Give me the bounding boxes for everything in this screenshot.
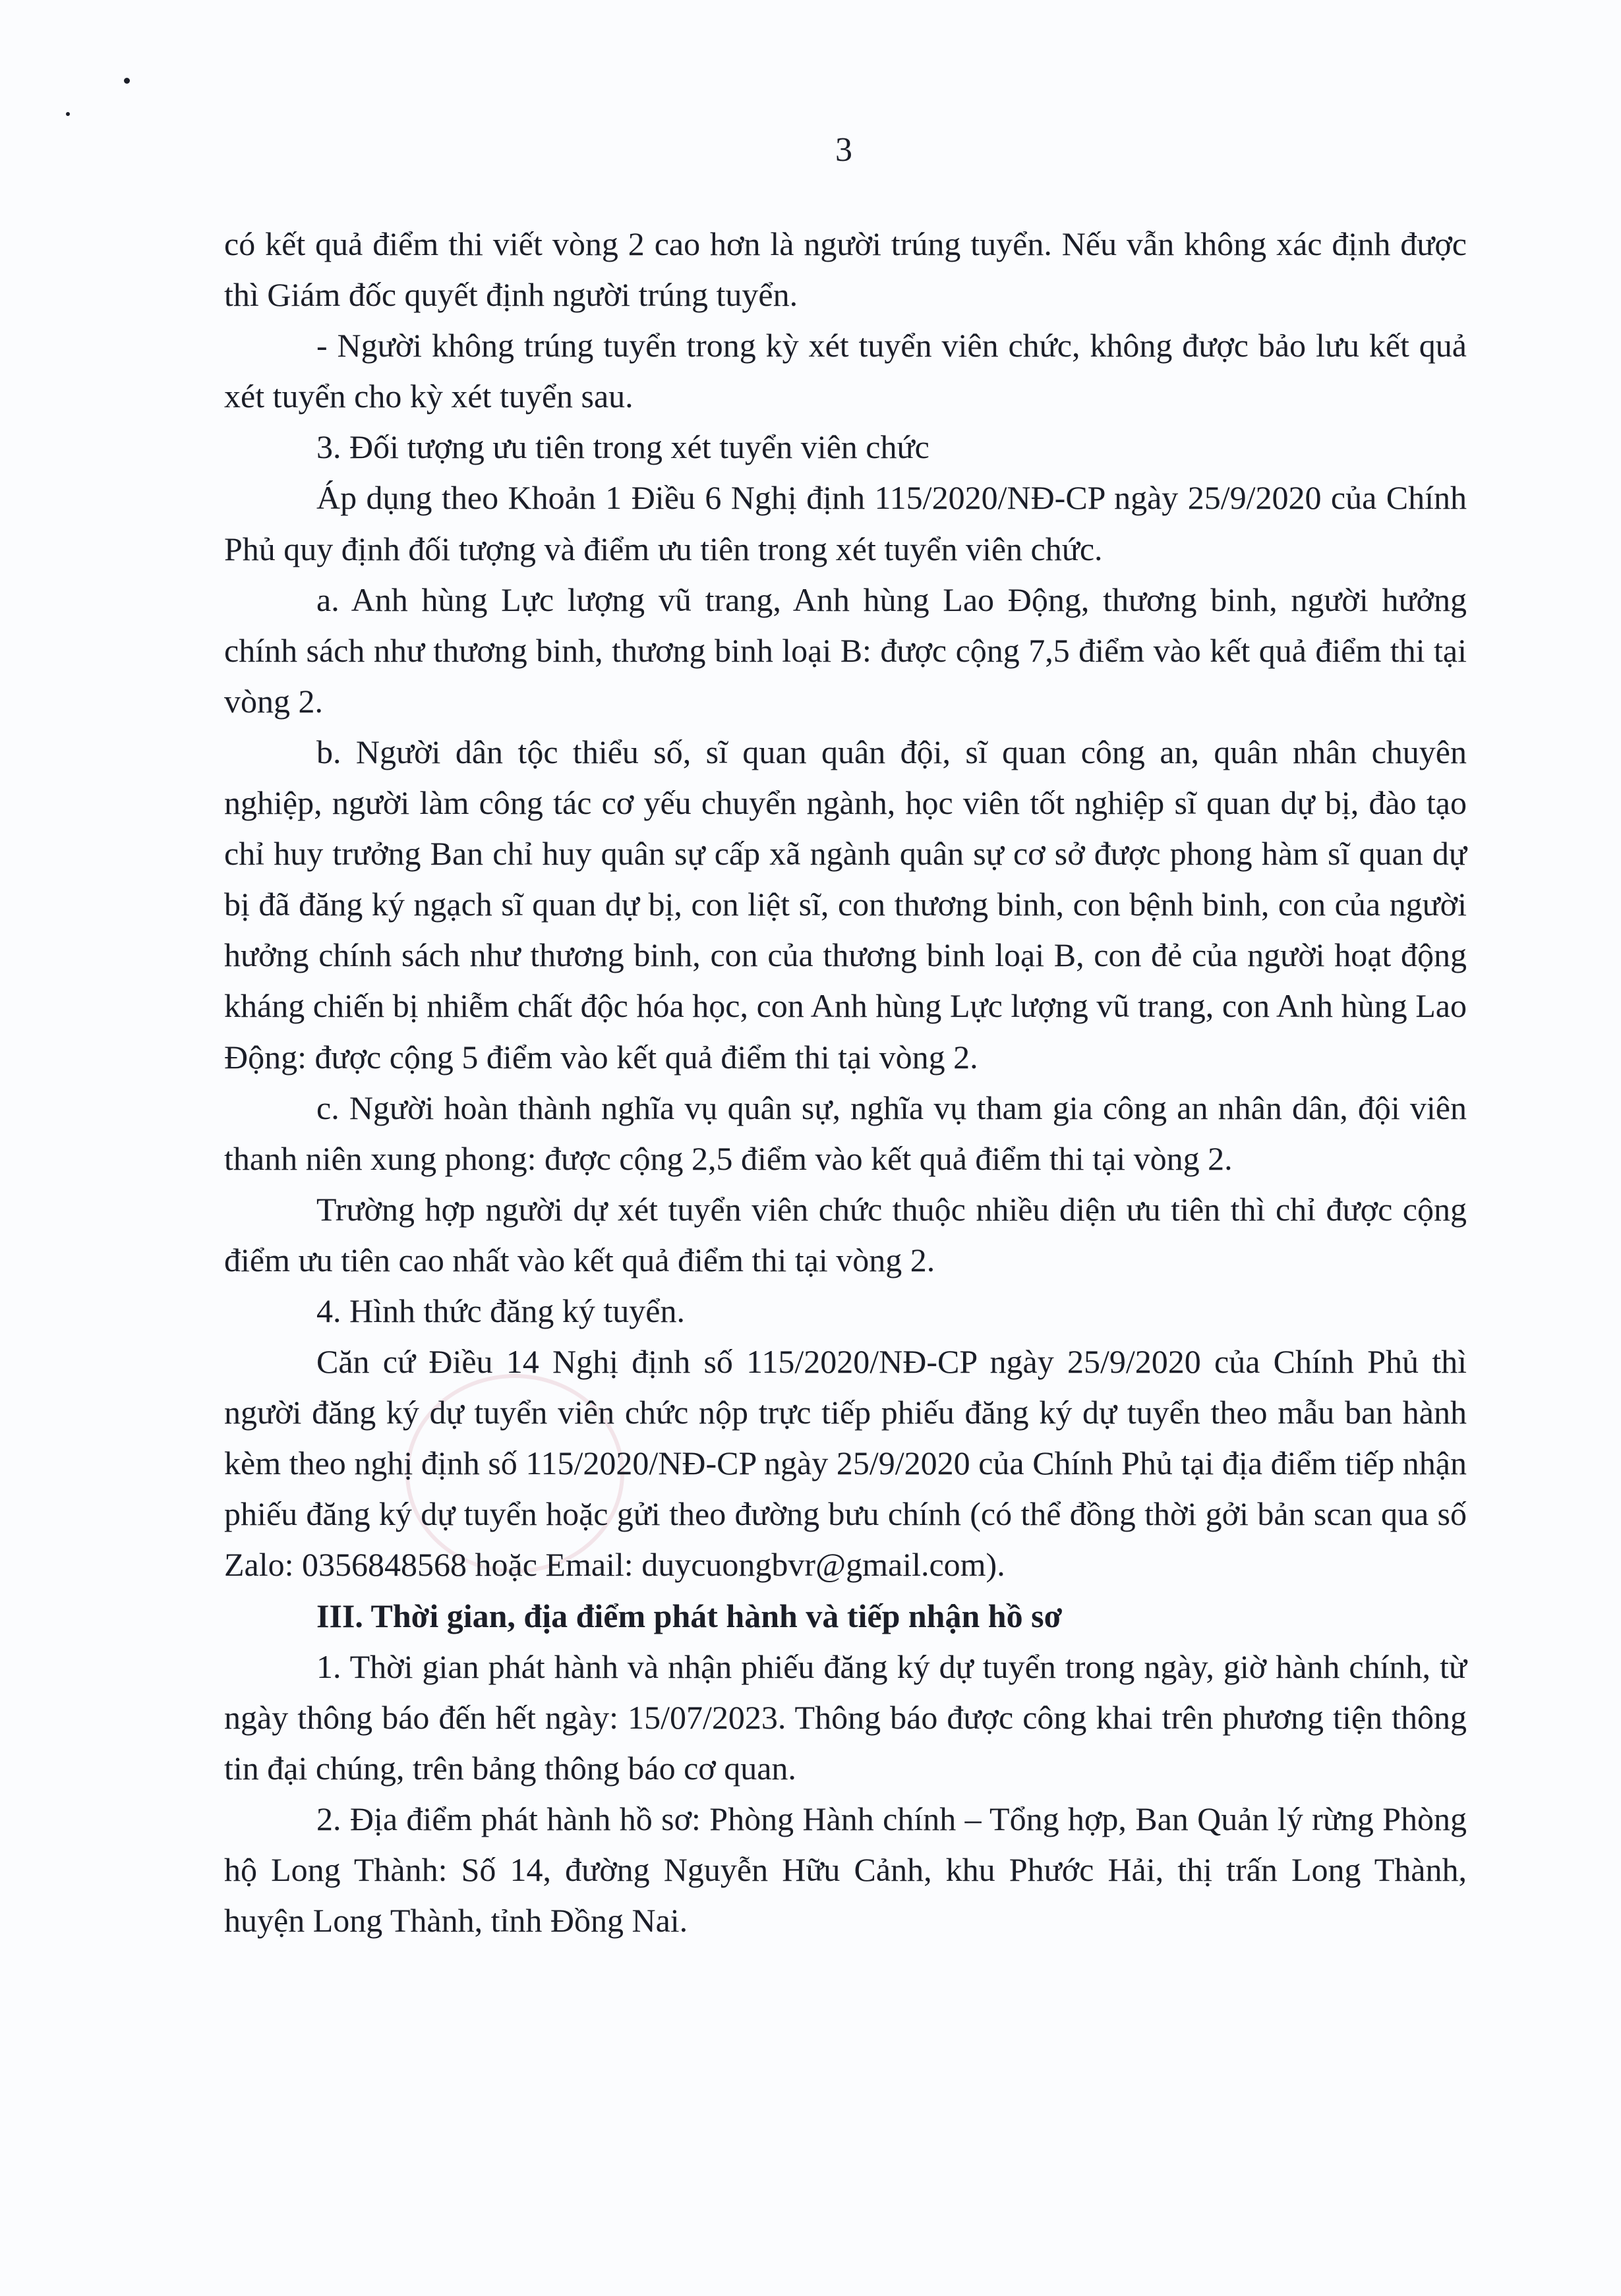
section-heading-iii: III. Thời gian, địa điểm phát hành và tiếp nhận hồ sơ — [316, 1597, 1063, 1634]
paragraph-location: 2. Địa điểm phát hành hồ sơ: Phòng Hành chính – Tổng hợp, Ban Quản lý rừng Phòng hộ Long Thành: Số 14, đường Nguyễn Hữu Cảnh, khu Phước Hải, thị trấn Long Thành, huyện Long Thành, tỉnh Đồng Nai. — [224, 1800, 1467, 1939]
paragraph-registration: Căn cứ Điều 14 Nghị định số 115/2020/NĐ-CP ngày 25/9/2020 của Chính Phủ thì người đăng ký dự tuyển viên chức nộp trực tiếp phiếu đăng ký dự tuyển theo mẫu ban hành kèm theo nghị định số 115/2020/NĐ-CP ngày 25/9/2020 của Chính Phủ tại địa điểm tiếp nhận phiếu đăng ký dự tuyển hoặc gửi theo đường bưu chính (có thể đồng thời gởi bản scan qua số Zalo: 0356848568 hoặc Email: duycuongbvr@gmail.com). — [224, 1343, 1467, 1584]
paragraph-time: 1. Thời gian phát hành và nhận phiếu đăng ký dự tuyển trong ngày, giờ hành chính, từ ngày thông báo đến hết ngày: 15/07/2023. Thông báo được công khai trên phương tiện thông tin đại chúng, trên bảng thông báo cơ quan. — [224, 1648, 1467, 1787]
document-body — [224, 219, 1467, 1946]
section-heading-priority: 3. Đối tượng ưu tiên trong xét tuyển viên chức — [316, 428, 929, 466]
paragraph-legal-basis: Áp dụng theo Khoản 1 Điều 6 Nghị định 115/2020/NĐ-CP ngày 25/9/2020 của Chính Phủ quy định đối tượng và điểm ưu tiên trong xét tuyển viên chức. — [224, 479, 1467, 567]
paragraph-tiebreak: có kết quả điểm thi viết vòng 2 cao hơn là người trúng tuyển. Nếu vẫn không xác định được thì Giám đốc quyết định người trúng tuyển. — [224, 225, 1467, 314]
scan-speck — [66, 112, 70, 116]
page-number: 3 — [835, 131, 852, 169]
paragraph-priority-a: a. Anh hùng Lực lượng vũ trang, Anh hùng Lao Động, thương binh, người hưởng chính sách như thương binh, thương binh loại B: được cộng 7,5 điểm vào kết quả điểm thi tại vòng 2. — [224, 581, 1467, 720]
paragraph-no-reserve: - Người không trúng tuyển trong kỳ xét tuyển viên chức, không được bảo lưu kết quả xét tuyển cho kỳ xét tuyển sau. — [224, 327, 1467, 415]
paragraph-multiple-priority: Trường hợp người dự xét tuyển viên chức thuộc nhiều diện ưu tiên thì chỉ được cộng điểm ưu tiên cao nhất vào kết quả điểm thi tại vòng 2. — [224, 1190, 1467, 1278]
paragraph-priority-c: c. Người hoàn thành nghĩa vụ quân sự, nghĩa vụ tham gia công an nhân dân, đội viên thanh niên xung phong: được cộng 2,5 điểm vào kết quả điểm thi tại vòng 2. — [224, 1089, 1467, 1177]
paragraph-priority-b: b. Người dân tộc thiểu số, sĩ quan quân đội, sĩ quan công an, quân nhân chuyên nghiệp, người làm công tác cơ yếu chuyển ngành, học viên tốt nghiệp sĩ quan dự bị, đào tạo chỉ huy trưởng Ban chỉ huy quân sự cấp xã ngành quân sự cơ sở được phong hàm sĩ quan dự bị đã đăng ký ngạch sĩ quan dự bị, con liệt sĩ, con thương binh, con bệnh binh, con của người hưởng chính sách như thương binh, con của thương binh loại B, con đẻ của người hoạt động kháng chiến bị nhiễm chất độc hóa học, con Anh hùng Lực lượng vũ trang, con Anh hùng Lao Động: được cộng 5 điểm vào kết quả điểm thi tại vòng 2. — [224, 733, 1467, 1076]
scan-speck — [124, 78, 130, 84]
section-heading-registration: 4. Hình thức đăng ký tuyển. — [316, 1292, 685, 1329]
